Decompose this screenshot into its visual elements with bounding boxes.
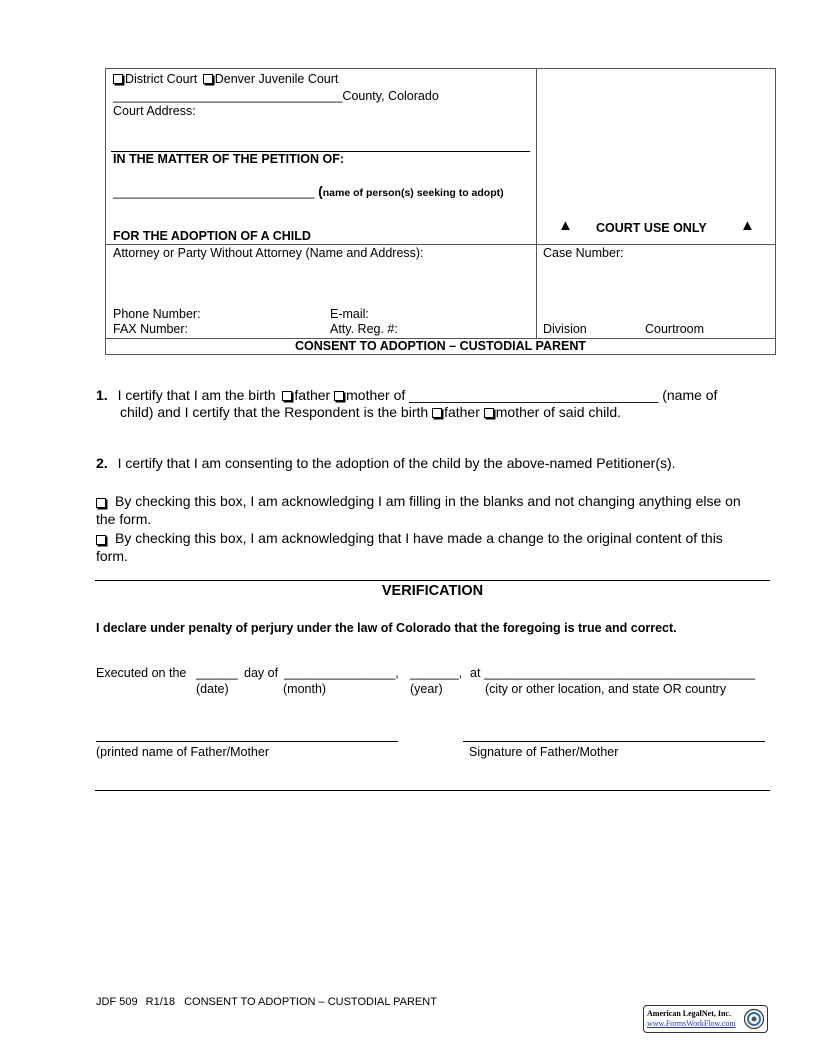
location-caption: (city or other location, and state OR country (485, 682, 727, 696)
petitioner-hint: name of person(s) seeking to adopt) (322, 187, 504, 199)
month-caption: (month) (283, 682, 327, 696)
respondent-father-checkbox[interactable] (432, 408, 442, 418)
item1-line2 (120, 404, 621, 420)
verification-top-rule (95, 580, 770, 581)
court-address-label: Court Address: (113, 104, 196, 118)
caption-divider-1 (105, 244, 776, 245)
logo-website: www.FormsWorkFlow.com (647, 1019, 736, 1028)
respondent-father-label: father (444, 404, 480, 420)
legalnet-logo (643, 1005, 768, 1033)
footer-form-name: CONSENT TO ADOPTION – CUSTODIAL PARENT (184, 996, 437, 1008)
signature-line[interactable] (463, 741, 765, 742)
district-court-checkbox[interactable] (113, 74, 123, 84)
court-type-row (113, 72, 338, 86)
birth-father-label: father (294, 387, 331, 403)
footer-revision: R1/18 (145, 996, 175, 1008)
printed-name-line[interactable] (96, 741, 398, 742)
birth-father-checkbox[interactable] (282, 391, 292, 401)
form-title: CONSENT TO ADOPTION – CUSTODIAL PARENT (295, 339, 586, 353)
petitioner-row (113, 183, 504, 199)
petitioner-blank[interactable]: _____________________________ (113, 185, 315, 199)
item2-text: I certify that I am consenting to the adoption of the child by the above-named Petitioner(s). (117, 455, 676, 471)
logo-company-name: American LegalNet, Inc. (647, 1009, 731, 1018)
globe-icon (743, 1008, 765, 1030)
day-of-label: day of (244, 666, 279, 680)
item1-text: I certify that I am the birth (117, 387, 276, 403)
birth-mother-label: mother of (346, 387, 406, 403)
declaration-text: I declare under penalty of perjury under the law of Colorado that the foregoing is true and correct. (96, 621, 677, 635)
item2-number: 2. (96, 455, 108, 471)
item1-name-of: (name of (662, 387, 718, 403)
ack-changed-text: By checking this box, I am acknowledging that I have made a change to the original content of this form. (96, 530, 723, 564)
printed-name-caption: (printed name of Father/Mother (96, 745, 269, 759)
item1-text-respondent: child) and I certify that the Respondent is the birth (120, 404, 429, 420)
date-caption: (date) (196, 682, 229, 696)
birth-mother-checkbox[interactable] (334, 391, 344, 401)
matter-heading: IN THE MATTER OF THE PETITION OF: (113, 152, 345, 166)
month-blank[interactable]: ________________, (284, 666, 399, 680)
day-blank[interactable]: ______ (196, 666, 238, 680)
verification-heading: VERIFICATION (381, 583, 484, 599)
case-number-label: Case Number: (543, 246, 624, 260)
ack-unchanged-text: By checking this box, I am acknowledging I am filling in the blanks and not changing anything else on the form. (96, 493, 741, 527)
petitioner-paren: ( (318, 183, 323, 199)
division-label: Division (543, 322, 587, 336)
court-use-only-label: COURT USE ONLY (596, 221, 707, 235)
denver-juvenile-court-label: Denver Juvenile Court (214, 72, 339, 86)
caption-table (105, 68, 776, 355)
atty-reg-label: Atty. Reg. #: (330, 322, 398, 336)
fax-label: FAX Number: (113, 322, 189, 336)
up-arrow-icon: ▲ (740, 217, 755, 234)
location-blank[interactable]: _______________________________________ (484, 666, 756, 680)
attorney-label: Attorney or Party Without Attorney (Name and Address): (113, 246, 424, 260)
footer-text (96, 996, 437, 1008)
respondent-mother-label: mother of said child. (495, 404, 622, 420)
district-court-label: District Court (125, 72, 198, 86)
at-label: at (470, 666, 481, 680)
child-name-blank[interactable]: ________________________________ (409, 387, 659, 403)
item2-line (96, 455, 676, 471)
signature-caption: Signature of Father/Mother (469, 745, 619, 759)
county-row (113, 89, 439, 103)
footer-form-id: JDF 509 (96, 996, 138, 1008)
year-blank[interactable]: _______, (410, 666, 463, 680)
email-label: E-mail: (330, 307, 369, 321)
phone-label: Phone Number: (113, 307, 201, 321)
county-label: County, Colorado (342, 89, 439, 103)
respondent-mother-checkbox[interactable] (484, 408, 494, 418)
caption-vertical-divider (536, 68, 537, 338)
adoption-heading: FOR THE ADOPTION OF A CHILD (113, 229, 311, 243)
courtroom-label: Courtroom (645, 322, 705, 336)
item1-number: 1. (96, 387, 108, 403)
denver-juvenile-court-checkbox[interactable] (203, 74, 213, 84)
county-blank[interactable]: _________________________________ (113, 89, 343, 103)
executed-on-label: Executed on the (96, 666, 187, 680)
verification-bottom-rule (95, 790, 770, 791)
up-arrow-icon: ▲ (558, 217, 573, 234)
item1-line1 (96, 387, 717, 403)
year-caption: (year) (410, 682, 443, 696)
